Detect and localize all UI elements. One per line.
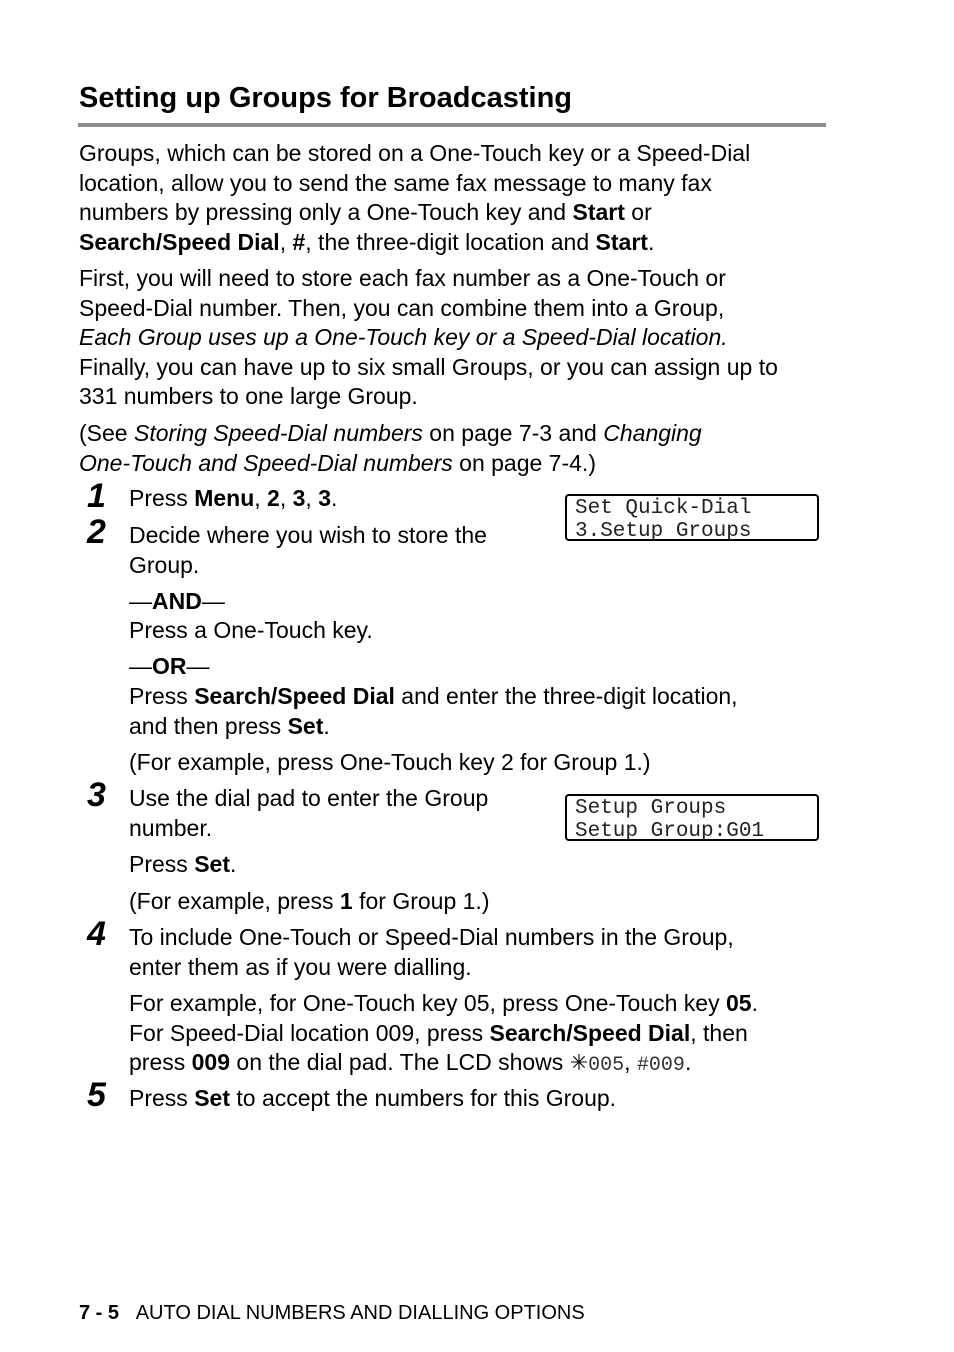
step-3-example: (For example, press 1 for Group 1.) [129, 888, 490, 914]
lcd-text: #009 [636, 1054, 685, 1078]
lcd-line: 3.Setup Groups [575, 520, 752, 543]
lcd-line: Set Quick-Dial [575, 497, 752, 520]
step-3-text: Use the dial pad to enter the Group number. [129, 785, 489, 841]
or-separator: —OR— [129, 653, 210, 679]
text-line: location, allow you to send the same fax message to many fax [79, 169, 712, 196]
text-line: Groups, which can be stored on a One-Touch key or a Speed-Dial [79, 140, 751, 166]
page-title: Setting up Groups for Broadcasting [79, 82, 573, 114]
intro-paragraph-3 [79, 419, 839, 478]
lcd-line: Setup Groups [575, 797, 727, 820]
asterisk-icon: ✳ [569, 1050, 589, 1076]
page-footer [79, 1302, 585, 1325]
step-4-example: For example, for One-Touch key 05, press One-Touch key 05. For Speed-Dial location 009, press Search/Speed Dial, then press 009 on the dial pad. The LCD shows ✳005, #009. [129, 990, 758, 1078]
step-number: 3 [87, 776, 106, 814]
step-3-press-set: Press Set. [129, 851, 237, 877]
lcd-display-1 [565, 494, 819, 541]
step-5-text: Press Set to accept the numbers for this Group. [129, 1085, 617, 1111]
step-2-option-b: Press Search/Speed Dial and enter the three-digit location, and then press Set. [129, 683, 738, 739]
step-number: 2 [87, 513, 106, 551]
text-line: Speed-Dial number. Then, you can combine them into a Group, [79, 294, 725, 321]
text-line: One-Touch and Speed-Dial numbers on page 7-4.) [79, 449, 596, 476]
step-4-text: To include One-Touch or Speed-Dial numbers in the Group, enter them as if you were dialling. [129, 924, 734, 980]
title-rule [78, 123, 826, 127]
text-line: First, you will need to store each fax number as a One-Touch or [79, 265, 726, 291]
step-2-option-a: Press a One-Touch key. [129, 617, 373, 643]
intro-paragraph-1 [79, 139, 839, 257]
text-line: numbers by pressing only a One-Touch key and Start or [79, 199, 652, 226]
text-line: 331 numbers to one large Group. [79, 383, 418, 410]
section-name: AUTO DIAL NUMBERS AND DIALLING OPTIONS [135, 1302, 585, 1324]
step-2-text: Decide where you wish to store the Group. [129, 522, 487, 578]
text-line: Finally, you can have up to six small Groups, or you can assign up to [79, 353, 778, 380]
page-number: 7 - 5 [79, 1302, 120, 1324]
lcd-display-2 [565, 794, 819, 841]
text-line: Each Group uses up a One-Touch key or a Speed-Dial location. [79, 324, 728, 351]
step-1-text: Press Menu, 2, 3, 3. [129, 485, 338, 511]
step-number: 1 [87, 477, 106, 515]
lcd-line: Setup Group:G01 [575, 820, 765, 843]
step-number: 4 [87, 915, 106, 953]
lcd-text: 005 [588, 1054, 625, 1078]
and-separator: —AND— [129, 588, 225, 614]
step-2-example: (For example, press One-Touch key 2 for Group 1.) [129, 749, 651, 775]
text-line: Search/Speed Dial, #, the three-digit location and Start. [79, 228, 655, 255]
step-number: 5 [87, 1076, 106, 1114]
intro-paragraph-2 [79, 264, 839, 412]
text-line: (See Storing Speed-Dial numbers on page 7-3 and Changing [79, 420, 702, 446]
